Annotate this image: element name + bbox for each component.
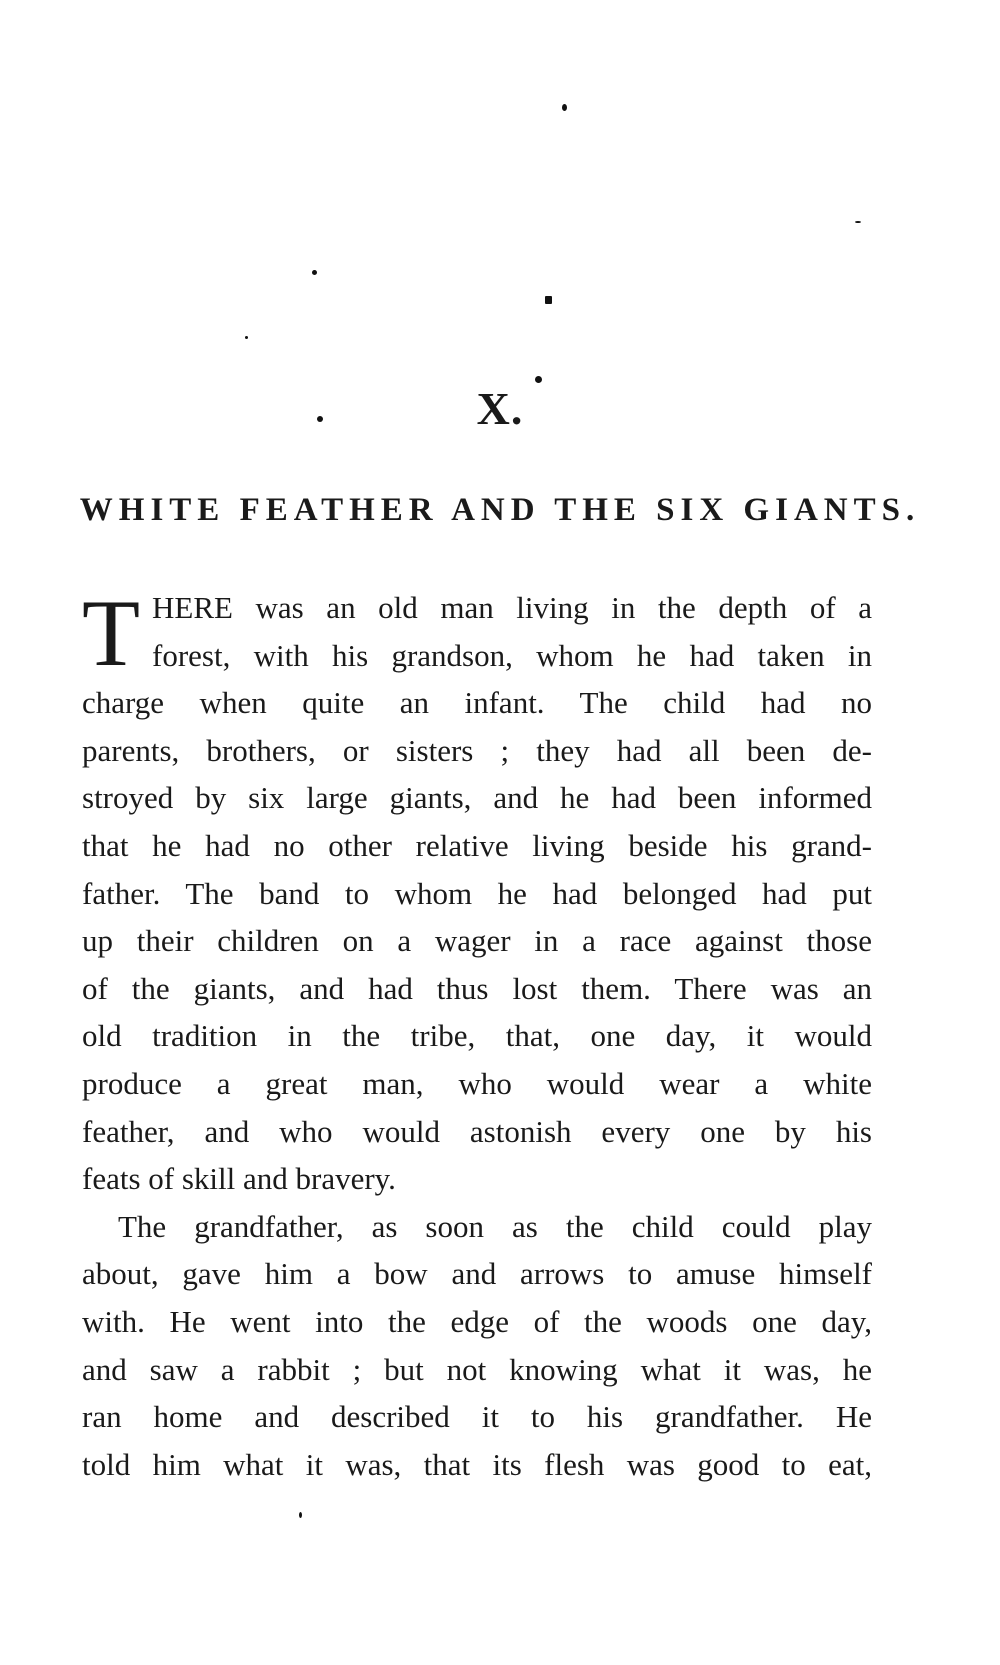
text-line: ran home and described it to his grandfather. He (82, 1399, 872, 1435)
print-speck (535, 376, 542, 383)
print-speck (562, 104, 567, 111)
print-speck (312, 270, 317, 275)
text-line: with. He went into the edge of the woods one day, (82, 1303, 872, 1339)
chapter-title: WHITE FEATHER AND THE SIX GIANTS. (79, 492, 921, 528)
print-speck (855, 221, 861, 223)
text-line: that he had no other relative living beside his grand- (82, 827, 872, 863)
print-speck (545, 296, 552, 304)
text-line: and saw a rabbit ; but not knowing what it was, he (82, 1351, 872, 1387)
print-speck (245, 336, 248, 339)
text-line: stroyed by six large giants, and he had been informed (82, 780, 872, 816)
drop-cap: T (82, 580, 141, 686)
text-line: feats of skill and bravery. (82, 1161, 396, 1197)
text-line: old tradition in the tribe, that, one day, it would (82, 1018, 872, 1054)
text-line: forest, with his grandson, whom he had taken in (152, 637, 872, 673)
chapter-number: X. (476, 383, 524, 434)
text-line: feather, and who would astonish every one by his (82, 1113, 872, 1149)
text-line: told him what it was, that its flesh was good to eat, (82, 1446, 872, 1482)
text-line: The grandfather, as soon as the child could play (118, 1208, 872, 1244)
text-line: parents, brothers, or sisters ; they had all been de- (82, 732, 872, 768)
text-line: about, gave him a bow and arrows to amuse himself (82, 1256, 872, 1292)
text-line: up their children on a wager in a race against those (82, 923, 872, 959)
text-line: produce a great man, who would wear a white (82, 1065, 872, 1101)
paragraph (82, 1203, 872, 1489)
text-line: HERE was an old man living in the depth of a (152, 590, 872, 625)
chapter-body (82, 580, 872, 1488)
print-speck (299, 1512, 302, 1518)
text-line: father. The band to whom he had belonged had put (82, 875, 872, 911)
paragraph (82, 580, 872, 1203)
text-line: of the giants, and had thus lost them. There was an (82, 970, 872, 1006)
text-line: charge when quite an infant. The child had no (82, 685, 872, 721)
